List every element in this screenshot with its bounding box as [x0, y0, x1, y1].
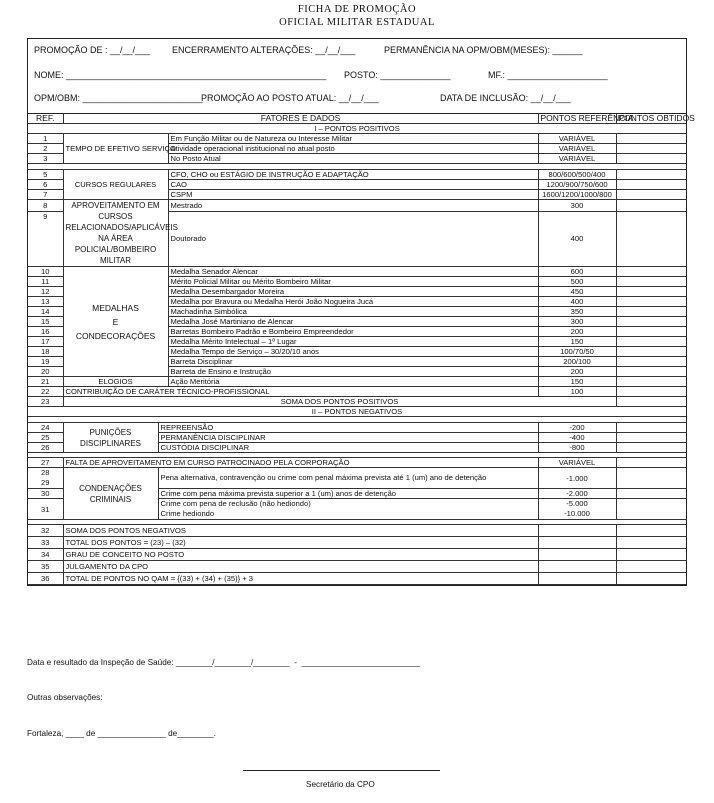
points-obtained-cell[interactable]: [616, 337, 686, 347]
group-medalhas-line1: MEDALHAS: [92, 302, 139, 313]
ref-cell: 32: [28, 525, 63, 537]
points-ref-cell: 600: [538, 267, 616, 277]
points-obtained-cell[interactable]: [616, 154, 686, 164]
encerramento-field[interactable]: ENCERRAMENTO ALTERAÇÕES: __/__/___: [172, 45, 356, 55]
ref-cell: 6: [28, 180, 63, 190]
table-row: [28, 377, 686, 387]
ref-cell: 26: [28, 443, 63, 453]
inclusao-field[interactable]: DATA DE INCLUSÃO: __/__/___: [440, 93, 571, 103]
inspecao-saude-field[interactable]: Data e resultado da Inspeção de Saúde: ________/________/________ - __________________________: [27, 658, 420, 667]
table-row: [28, 468, 686, 489]
table-header-row: [28, 114, 686, 124]
points-obtained-cell[interactable]: [616, 423, 686, 433]
ref-cell: 24: [28, 423, 63, 433]
section-negative-header: II – PONTOS NEGATIVOS: [28, 407, 686, 417]
points-ref-cell: VARIÁVEL: [538, 134, 616, 144]
points-ref-cell: [538, 499, 616, 520]
ref-cell: 16: [28, 327, 63, 337]
item-cell: FALTA DE APROVEITAMENTO EM CURSO PATROCINADO PELA CORPORAÇÃO: [63, 458, 538, 468]
group-cursos-regulares: CURSOS REGULARES: [63, 170, 168, 200]
header-fields: [28, 39, 686, 114]
points-ref-cell: VARIÁVEL: [538, 144, 616, 154]
points-obtained-cell[interactable]: [616, 443, 686, 453]
ref-cell: 9: [28, 211, 63, 266]
ref-cell: 14: [28, 307, 63, 317]
ref-cell: 13: [28, 297, 63, 307]
points-ref-cell: 200/100: [538, 357, 616, 367]
group-tempo-servico: TEMPO DE EFETIVO SERVIÇO: [63, 134, 168, 164]
points-ref-cell: VARIÁVEL: [538, 458, 616, 468]
col-fatores-header: FATORES E DADOS: [63, 114, 538, 124]
mf-field[interactable]: MF.: ____________________: [488, 70, 608, 80]
item-cell: Mérito Policial Militar ou Mérito Bombeiro Militar: [168, 277, 538, 287]
ref-cell: 20: [28, 367, 63, 377]
points-ref-cell: 800/600/500/400: [538, 170, 616, 180]
points-obtained-cell[interactable]: [616, 347, 686, 357]
item-cell: Medalha José Martiniano de Alencar: [168, 317, 538, 327]
item-cell: Mestrado: [168, 200, 538, 212]
item-cell: Machadinha Simbólica: [168, 307, 538, 317]
points-ref-cell: 200: [538, 367, 616, 377]
ref-cell: 3: [28, 154, 63, 164]
points-ref-cell: 300: [538, 200, 616, 212]
points-obtained-cell[interactable]: [616, 458, 686, 468]
item-cell: CSPM: [168, 190, 538, 200]
points-line: -5.000: [566, 499, 588, 508]
points-obtained-cell[interactable]: [616, 211, 686, 266]
sum-positive-label: SOMA DOS PONTOS POSITIVOS: [63, 397, 616, 407]
group-aproveitamento: APROVEITAMENTO EM CURSOS RELACIONADOS/APLICÁVEIS NA ÁREA POLICIAL/BOMBEIRO MILITAR: [63, 200, 168, 267]
ref-cell: 27: [28, 458, 63, 468]
ref-cell: 15: [28, 317, 63, 327]
ref-cell: 22: [28, 387, 63, 397]
points-ref-cell: 400: [538, 211, 616, 266]
item-cell: Pena alternativa, contravenção ou crime com penal máxima prevista até 1 (um) ano de detenção: [158, 468, 538, 489]
table-row: [28, 561, 686, 573]
ref-cell: 23: [28, 397, 63, 407]
table-row: [28, 423, 686, 433]
points-ref-cell: [538, 537, 616, 549]
points-ref-cell: [538, 573, 616, 585]
ref-29: 29: [41, 478, 50, 487]
form-title: FICHA DE PROMOÇÃO: [297, 4, 417, 15]
points-obtained-cell[interactable]: [616, 367, 686, 377]
item-cell: Medalha Tempo de Serviço – 30/20/10 anos: [168, 347, 538, 357]
points-obtained-cell[interactable]: [616, 170, 686, 180]
points-ref-cell: -800: [538, 443, 616, 453]
points-line: -10.000: [564, 509, 590, 518]
points-ref-cell: 1200/900/750/600: [538, 180, 616, 190]
points-obtained-cell[interactable]: [616, 307, 686, 317]
points-obtained-cell[interactable]: [616, 297, 686, 307]
item-cell: Crime com pena máxima prevista superior a 1 (um) anos de detenção: [158, 489, 538, 499]
points-obtained-cell[interactable]: [616, 537, 686, 549]
points-ref-cell: 100: [538, 387, 616, 397]
points-ref-cell: [538, 549, 616, 561]
ref-cell: 31: [28, 499, 63, 520]
ref-cell: 11: [28, 277, 63, 287]
ref-cell: 5: [28, 170, 63, 180]
secretario-label: Secretário da CPO: [306, 780, 375, 789]
item-cell: JULGAMENTO DA CPO: [63, 561, 538, 573]
points-obtained-cell[interactable]: [616, 267, 686, 277]
ref-cell: 33: [28, 537, 63, 549]
points-ref-cell: -2.000: [538, 489, 616, 499]
points-ref-cell: -1.000: [538, 468, 616, 489]
points-obtained-cell[interactable]: [616, 277, 686, 287]
points-ref-cell: -400: [538, 433, 616, 443]
points-ref-cell: 450: [538, 287, 616, 297]
item-cell: CFO, CHO ou ESTÁGIO DE INSTRUÇÃO E ADAPTAÇÃO: [168, 170, 538, 180]
points-obtained-cell[interactable]: [616, 287, 686, 297]
item-line: Crime hediondo: [160, 509, 215, 518]
local-data-field[interactable]: Fortaleza, ____ de _______________ de________.: [27, 729, 216, 738]
group-condenacoes: CONDENAÇÕES CRIMINAIS: [63, 468, 158, 520]
points-obtained-cell[interactable]: [616, 433, 686, 443]
points-ref-cell: [538, 561, 616, 573]
item-cell: CAO: [168, 180, 538, 190]
points-obtained-cell[interactable]: [616, 499, 686, 520]
table-row: [28, 397, 686, 407]
ref-cell: 10: [28, 267, 63, 277]
col-pontos-obtidos-header: PONTOS OBTIDOS: [616, 114, 686, 124]
item-cell: Ação Meritória: [168, 377, 538, 387]
points-obtained-cell[interactable]: [616, 190, 686, 200]
item-cell: CONTRIBUIÇÃO DE CARÁTER TÉCNICO-PROFISSIONAL: [63, 387, 538, 397]
points-ref-cell: [538, 525, 616, 537]
table-row: [28, 200, 686, 212]
points-obtained-cell[interactable]: [616, 180, 686, 190]
form-subtitle: OFICIAL MILITAR ESTADUAL: [279, 17, 435, 28]
table-row: [28, 387, 686, 397]
permanencia-field[interactable]: PERMANÊNCIA NA OPM/OBM(MESES): ______: [384, 45, 583, 55]
ref-cell: 18: [28, 347, 63, 357]
ref-cell: 8: [28, 200, 63, 212]
group-punicoes: PUNIÇÕES DISCIPLINARES: [63, 423, 158, 453]
group-medalhas-line3: CONDECORAÇÕES: [75, 330, 156, 341]
points-obtained-cell[interactable]: [616, 549, 686, 561]
item-cell: [158, 499, 538, 520]
points-obtained-cell[interactable]: [616, 327, 686, 337]
points-ref-cell: 500: [538, 277, 616, 287]
item-cell: TOTAL DOS PONTOS = (23) – (32): [63, 537, 538, 549]
ref-cell: 12: [28, 287, 63, 297]
ref-28: 28: [41, 468, 50, 477]
ref-cell: 34: [28, 549, 63, 561]
item-cell: GRAU DE CONCEITO NO POSTO: [63, 549, 538, 561]
ref-cell: 21: [28, 377, 63, 387]
ref-cell: 7: [28, 190, 63, 200]
points-ref-cell: 150: [538, 377, 616, 387]
item-cell: Em Função Militar ou de Natureza ou Interesse Militar: [168, 134, 538, 144]
promocao-atual-field[interactable]: PROMOÇÃO AO POSTO ATUAL: __/__/___: [201, 93, 379, 103]
item-cell: TOTAL DE PONTOS NO QAM = {(33) + (34) + (35)} + 3: [63, 573, 538, 585]
points-obtained-cell[interactable]: [616, 489, 686, 499]
table-row: [28, 170, 686, 180]
col-pontos-referencia-header: PONTOS REFERÊNCIA: [538, 114, 616, 124]
points-obtained-cell[interactable]: [616, 317, 686, 327]
item-cell: CUSTÓDIA DISCIPLINAR: [158, 443, 538, 453]
points-ref-cell: -200: [538, 423, 616, 433]
points-ref-cell: 100/70/50: [538, 347, 616, 357]
item-cell: SOMA DOS PONTOS NEGATIVOS: [63, 525, 538, 537]
item-cell: Barretas Bombeiro Padrão e Bombeiro Empreendedor: [168, 327, 538, 337]
promocao-field[interactable]: PROMOÇÃO DE : __/__/___: [34, 45, 151, 55]
opm-field[interactable]: OPM/OBM: ________________________: [34, 93, 203, 103]
points-table: [28, 113, 695, 585]
item-cell: Doutorado: [168, 211, 538, 266]
points-ref-cell: 350: [538, 307, 616, 317]
points-ref-cell: VARIÁVEL: [538, 154, 616, 164]
ref-cell: 2: [28, 144, 63, 154]
table-row: [28, 525, 686, 537]
table-row: [28, 573, 686, 585]
group-elogios: ELOGIOS: [63, 377, 168, 387]
points-obtained-cell[interactable]: [616, 468, 686, 489]
nome-field[interactable]: NOME: ____________________________________________________: [34, 70, 327, 80]
ref-cell: 17: [28, 337, 63, 347]
points-ref-cell: 1600/1200/1000/800: [538, 190, 616, 200]
points-obtained-cell[interactable]: [616, 200, 686, 212]
ref-cell: 30: [28, 489, 63, 499]
points-obtained-cell[interactable]: [616, 561, 686, 573]
points-obtained-cell[interactable]: [616, 525, 686, 537]
points-obtained-cell[interactable]: [616, 573, 686, 585]
points-ref-cell: 200: [538, 327, 616, 337]
ref-cell: 1: [28, 134, 63, 144]
ref-cell: 25: [28, 433, 63, 443]
points-obtained-cell[interactable]: [616, 377, 686, 387]
ref-cell: 35: [28, 561, 63, 573]
points-obtained-cell[interactable]: [616, 357, 686, 367]
col-ref-header: REF.: [28, 114, 63, 124]
item-line: Crime com pena de reclusão (não hediondo): [160, 499, 311, 508]
table-row: [28, 134, 686, 144]
points-obtained-cell[interactable]: [616, 144, 686, 154]
table-row: [28, 267, 686, 277]
table-row: [28, 537, 686, 549]
signature-line: [243, 770, 440, 771]
item-cell: No Posto Atual: [168, 154, 538, 164]
points-obtained-cell[interactable]: [616, 387, 686, 397]
points-obtained-cell[interactable]: [616, 134, 686, 144]
table-row: [28, 458, 686, 468]
item-cell: PERMANÊNCIA DISCIPLINAR: [158, 433, 538, 443]
points-ref-cell: 400: [538, 297, 616, 307]
group-medalhas: [63, 267, 168, 377]
item-cell: Barreta de Ensino e Instrução: [168, 367, 538, 377]
item-cell: Medalha Desembargador Moreira: [168, 287, 538, 297]
points-obtained-cell[interactable]: [616, 397, 686, 407]
item-cell: Medalha Senador Alencar: [168, 267, 538, 277]
table-row: [28, 549, 686, 561]
posto-field[interactable]: POSTO: ______________: [344, 70, 451, 80]
section-positive-header: I – PONTOS POSITIVOS: [28, 124, 686, 134]
item-cell: REPREENSÃO: [158, 423, 538, 433]
item-cell: Medalha Mérito Intelectual – 1º Lugar: [168, 337, 538, 347]
points-ref-cell: 300: [538, 317, 616, 327]
outras-observacoes-label: Outras observações:: [27, 693, 103, 702]
points-ref-cell: 150: [538, 337, 616, 347]
group-medalhas-line2: E: [112, 316, 119, 327]
item-cell: Atividade operacional institucional no atual posto: [168, 144, 538, 154]
ref-cell: 19: [28, 357, 63, 367]
item-cell: Medalha por Bravura ou Medalha Herói João Nogueira Jucá: [168, 297, 538, 307]
item-cell: Barreta Disciplinar: [168, 357, 538, 367]
ref-cell: 36: [28, 573, 63, 585]
promotion-form: [27, 38, 695, 586]
ref-cell: [28, 468, 63, 489]
